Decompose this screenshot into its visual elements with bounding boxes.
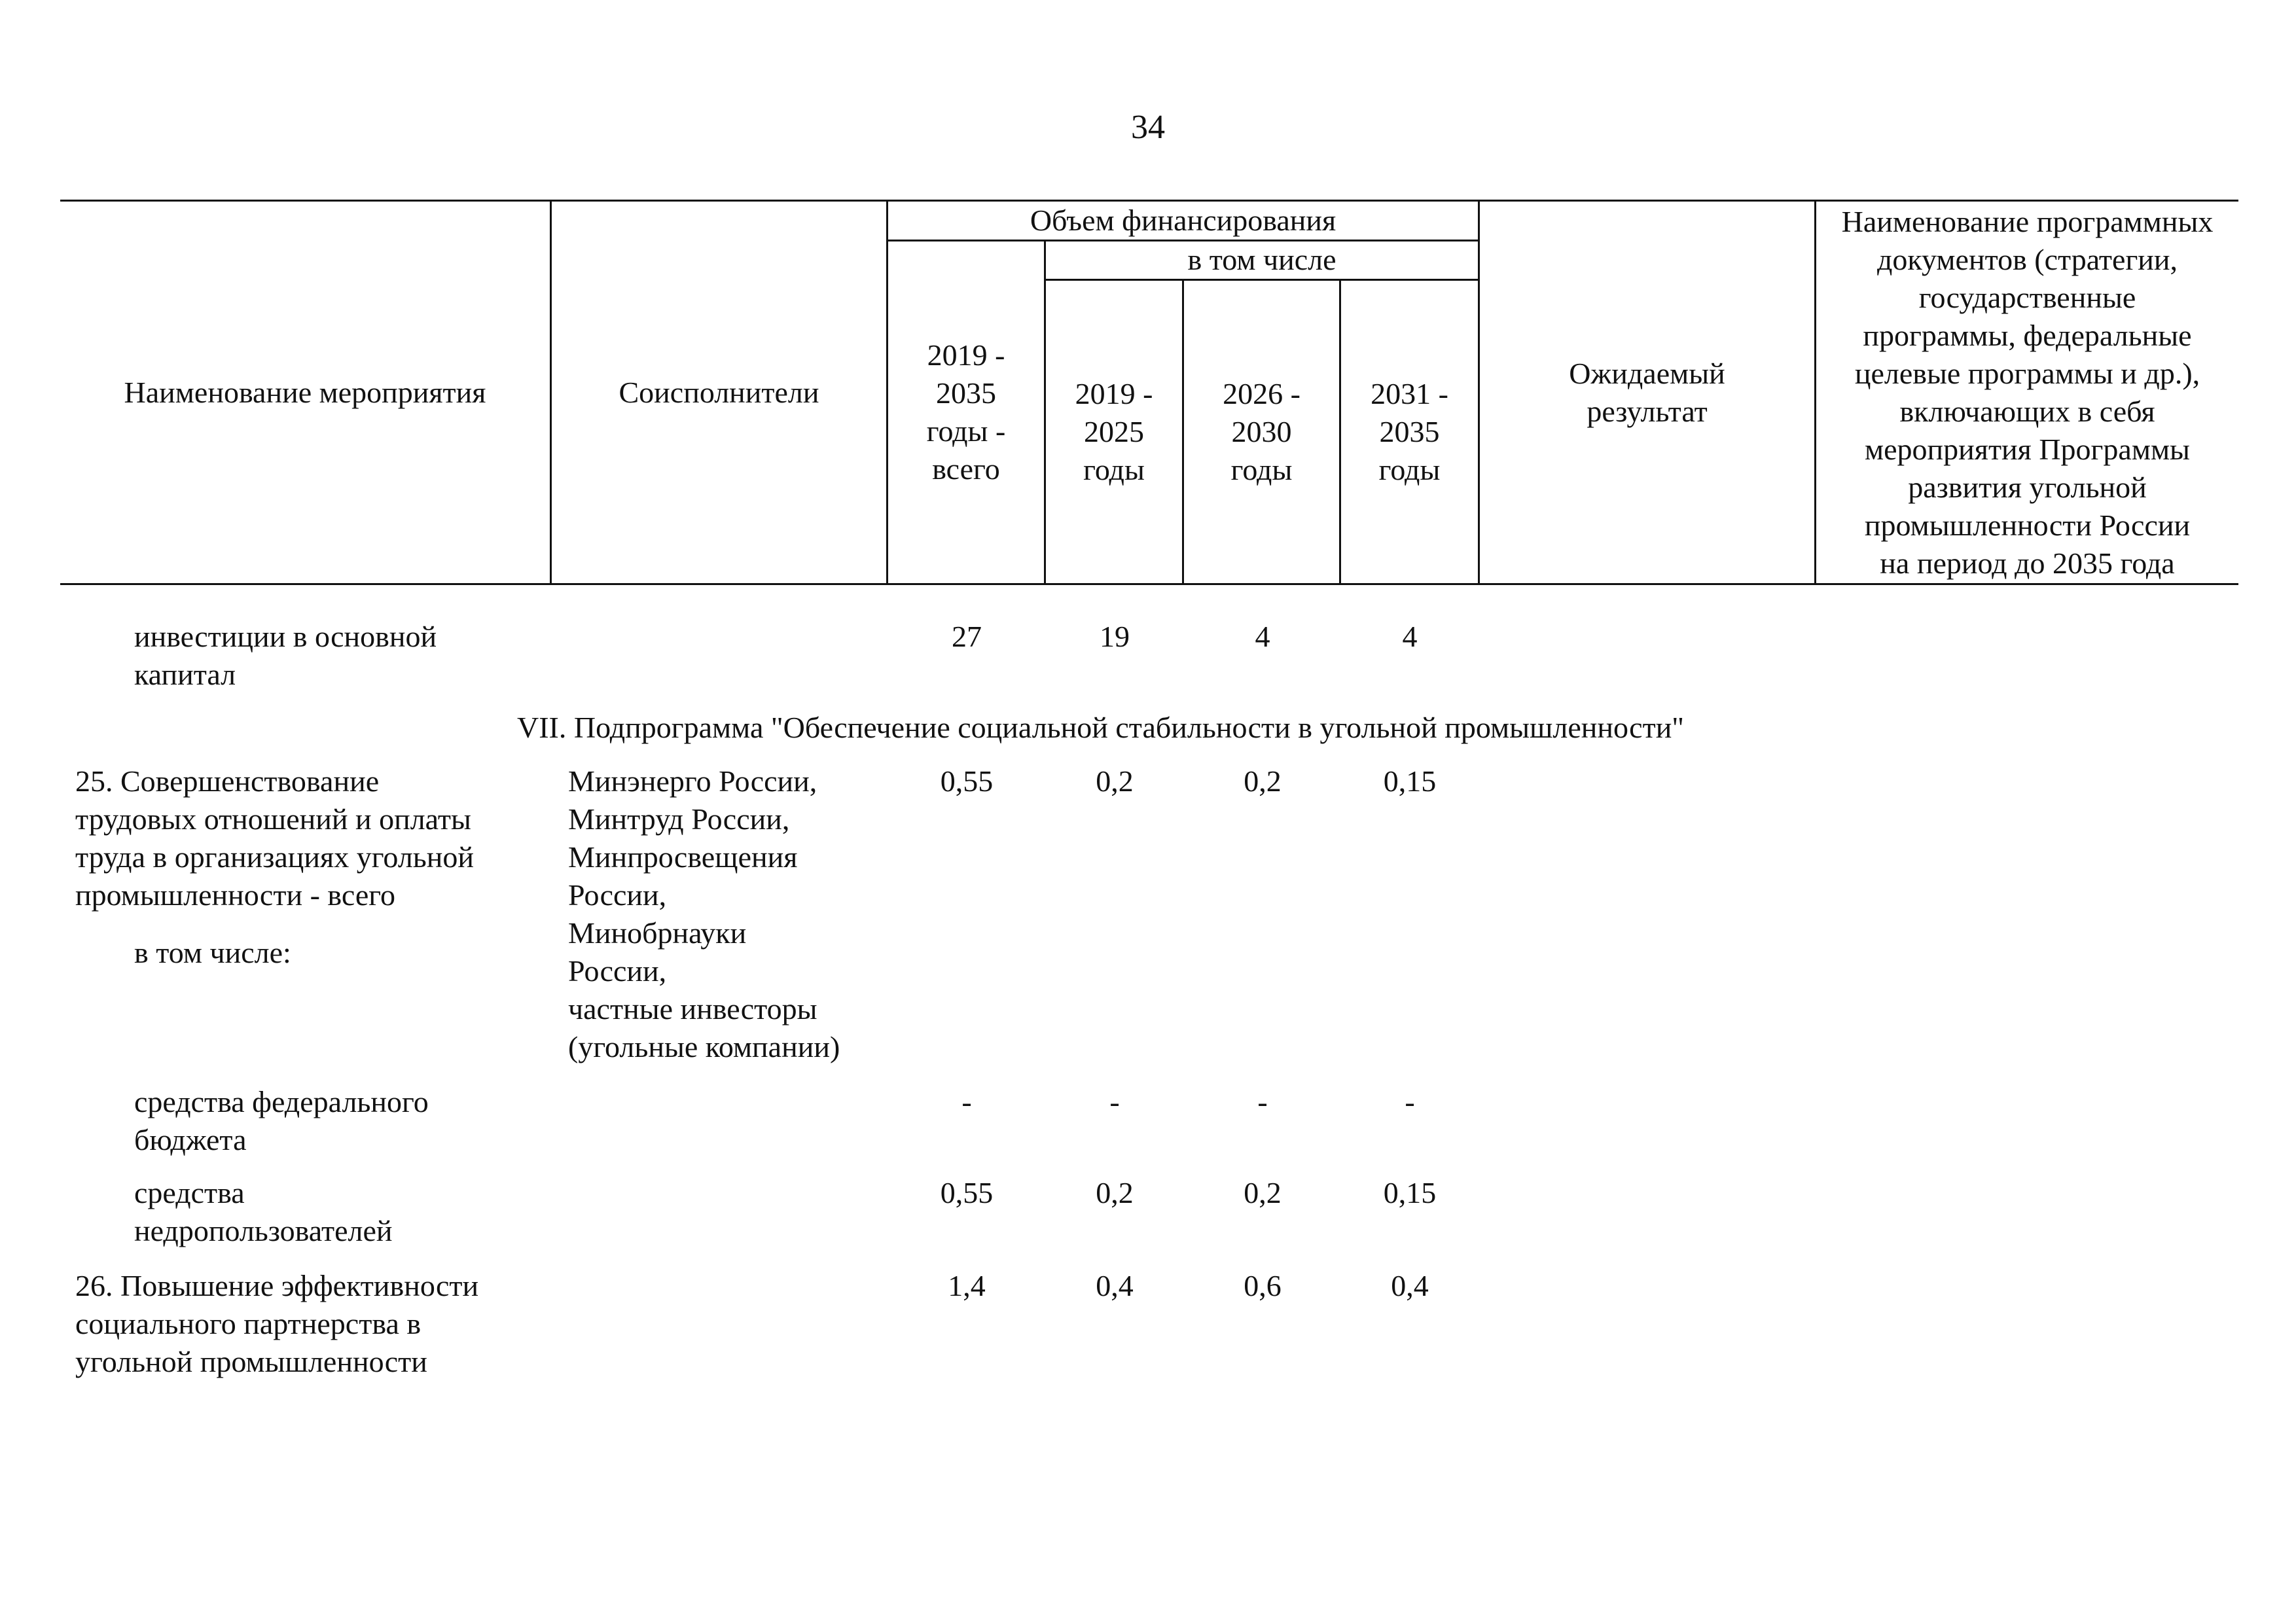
coexecutor-line: Минпросвещения [568, 840, 798, 874]
row-label: средства [134, 1176, 245, 1209]
row-label: инвестиции в основной [134, 620, 437, 653]
header-financing-text: Объем финансирования [1030, 204, 1336, 237]
header-including [1046, 241, 1478, 279]
value-total: - [961, 1085, 972, 1118]
header-line: 2019 - [1075, 376, 1153, 410]
activity-name-line: труда в организациях угольной [75, 840, 474, 874]
header-line: результат [1587, 394, 1708, 428]
header-line: документов (стратегии, [1876, 242, 2178, 276]
including-label: в том числе: [134, 936, 291, 969]
header-line: всего [932, 452, 1000, 486]
header-period-2019-2025 [1046, 280, 1182, 583]
coexecutor-line: России, [568, 954, 667, 988]
value-2019-2025: 0,4 [1096, 1269, 1134, 1302]
value-2031-2035: - [1405, 1085, 1415, 1118]
activity-name-line: социального партнерства в [75, 1307, 422, 1340]
header-line: 2035 [1379, 414, 1440, 448]
header-including-text: в том числе [1187, 243, 1336, 276]
activity-name-line: угольной промышленности [75, 1345, 427, 1378]
value-2031-2035: 0,15 [1383, 764, 1437, 798]
header-line: государственные [1918, 280, 2136, 314]
value-total: 27 [952, 620, 982, 653]
header-line: 2035 [936, 376, 996, 410]
header-total-period [888, 241, 1044, 583]
value-2031-2035: 0,4 [1391, 1269, 1429, 1302]
value-2031-2035: 4 [1402, 620, 1418, 653]
header-line: программы, федеральные [1863, 318, 2192, 352]
header-line: 2030 [1231, 414, 1292, 448]
coexecutor-line: Минэнерго России, [568, 764, 817, 798]
header-line: годы [1230, 452, 1293, 486]
value-2019-2025: 19 [1100, 620, 1130, 653]
header-activity-name [60, 202, 550, 583]
header-period-2031-2035 [1341, 280, 1478, 583]
row-label: капитал [134, 658, 236, 691]
value-2019-2025: 0,2 [1096, 1176, 1134, 1209]
activity-name-line: трудовых отношений и оплаты [75, 802, 471, 836]
table-header [60, 200, 2238, 585]
header-line: включающих в себя [1899, 394, 2155, 428]
coexecutor-line: Минтруд России, [568, 802, 790, 836]
header-coexecutors [552, 202, 886, 583]
header-line: Ожидаемый [1569, 356, 1725, 390]
header-line: годы - [926, 414, 1006, 448]
value-2026-2030: 0,6 [1244, 1269, 1282, 1302]
header-expected-result [1480, 202, 1814, 583]
header-period-2026-2030 [1184, 280, 1339, 583]
value-2026-2030: 4 [1255, 620, 1270, 653]
coexecutor-line: (угольные компании) [568, 1030, 840, 1063]
header-line: на период до 2035 года [1880, 546, 2175, 580]
header-line: Наименование программных [1841, 204, 2214, 238]
header-coexecutors-text: Соисполнители [619, 375, 819, 409]
value-2019-2025: 0,2 [1096, 764, 1134, 798]
row-label: бюджета [134, 1123, 247, 1156]
header-line: промышленности России [1864, 508, 2191, 542]
header-line: 2019 - [927, 338, 1005, 372]
value-total: 0,55 [940, 1176, 994, 1209]
page-number: 34 [1131, 109, 1165, 146]
value-2026-2030: - [1257, 1085, 1268, 1118]
coexecutor-line: частные инвесторы [568, 992, 817, 1026]
header-program-documents [1816, 202, 2238, 583]
header-line: 2026 - [1223, 376, 1300, 410]
header-line: 2025 [1084, 414, 1144, 448]
header-line: 2031 - [1371, 376, 1448, 410]
value-2026-2030: 0,2 [1244, 764, 1282, 798]
row-label: недропользователей [134, 1214, 393, 1247]
coexecutor-line: России, [568, 878, 667, 912]
value-2031-2035: 0,15 [1383, 1176, 1437, 1209]
value-2026-2030: 0,2 [1244, 1176, 1282, 1209]
activity-name-line: 26. Повышение эффективности [75, 1269, 479, 1302]
header-line: годы [1378, 452, 1441, 486]
subprogram-title: VII. Подпрограмма "Обеспечение социальной стабильности в угольной промышленности" [517, 711, 1685, 744]
coexecutor-line: Минобрнауки [568, 916, 747, 950]
header-line: развития угольной [1908, 470, 2147, 504]
header-line: целевые программы и др.), [1854, 356, 2200, 390]
header-line: мероприятия Программы [1865, 432, 2190, 466]
header-financing [888, 202, 1478, 240]
row-label: средства федерального [134, 1085, 429, 1118]
value-total: 1,4 [948, 1269, 986, 1302]
header-activity-name-text: Наименование мероприятия [124, 375, 486, 409]
activity-name-line: промышленности - всего [75, 878, 395, 912]
header-line: годы [1083, 452, 1145, 486]
value-total: 0,55 [940, 764, 994, 798]
value-2019-2025: - [1109, 1085, 1120, 1118]
activity-name-line: 25. Совершенствование [75, 764, 380, 798]
